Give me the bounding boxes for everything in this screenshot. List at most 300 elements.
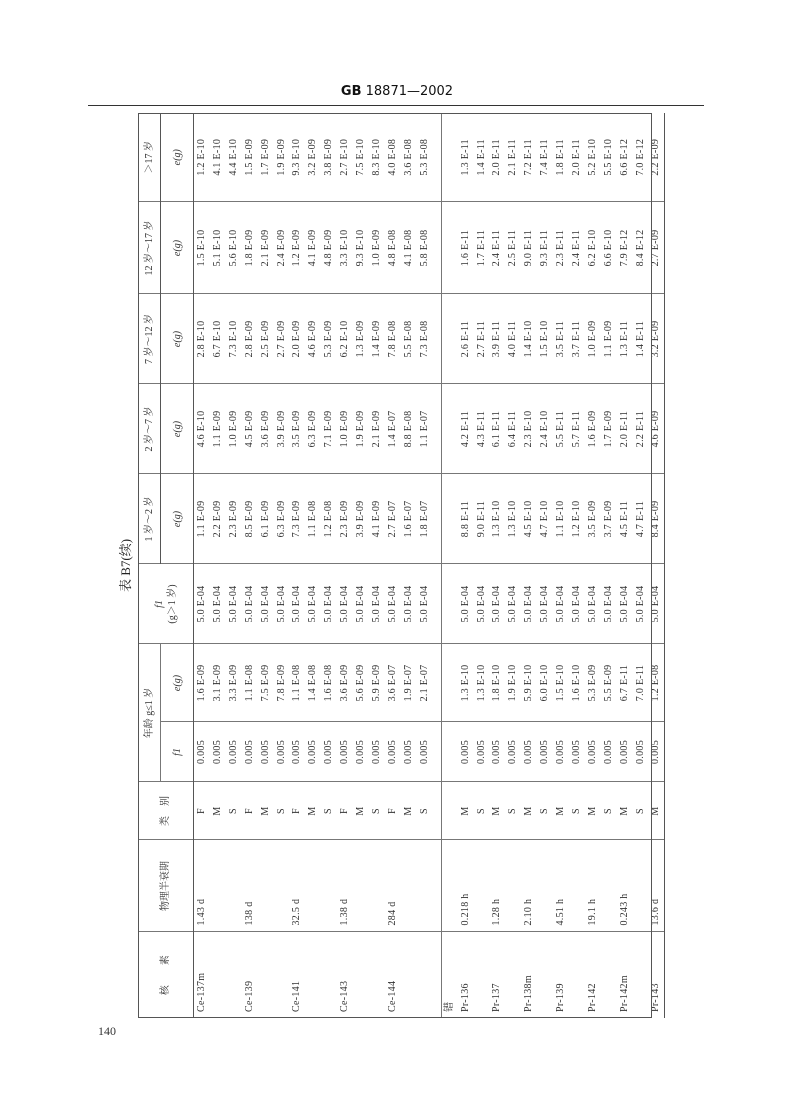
e-small-cell: 7.0 E-11 xyxy=(633,644,649,722)
type-cell: F xyxy=(385,782,401,840)
f1-older-cell: 5.0 E-04 xyxy=(353,564,369,644)
section-label-row xyxy=(441,113,458,1018)
half-life-cell: 1.28 h xyxy=(489,840,505,932)
e-gt17-cell: 1.3 E-11 xyxy=(458,113,474,202)
type-cell: S xyxy=(601,782,617,840)
e-gt17-cell: 4.0 E-08 xyxy=(385,113,401,202)
e-7-12-cell: 3.7 E-11 xyxy=(569,294,585,384)
col-header-age-2-7: 2 岁～7 岁 xyxy=(138,384,161,474)
half-life-cell: 13.6 d xyxy=(648,840,664,932)
e-7-12-cell: 7.3 E-08 xyxy=(417,294,433,384)
half-life-cell xyxy=(601,840,617,932)
table-row xyxy=(385,113,401,1018)
f1-older-cell: 5.0 E-04 xyxy=(458,564,474,644)
e-7-12-cell: 1.3 E-09 xyxy=(353,294,369,384)
e-7-12-cell: 2.0 E-09 xyxy=(289,294,305,384)
e-12-17-cell: 1.8 E-09 xyxy=(242,202,258,294)
e-1-2-cell: 1.8 E-07 xyxy=(417,474,433,564)
section-empty-cell xyxy=(441,384,458,474)
e-2-7-cell: 2.2 E-11 xyxy=(633,384,649,474)
f1-older-cell: 5.0 E-04 xyxy=(585,564,601,644)
f1-cell: 0.005 xyxy=(321,722,337,782)
e-7-12-cell: 1.3 E-11 xyxy=(617,294,633,384)
e-small-cell: 1.9 E-07 xyxy=(401,644,417,722)
e-7-12-cell: 1.5 E-10 xyxy=(537,294,553,384)
e-small-cell: 3.6 E-07 xyxy=(385,644,401,722)
e-2-7-cell: 2.1 E-09 xyxy=(369,384,385,474)
e-1-2-cell: 1.1 E-10 xyxy=(553,474,569,564)
section-empty-cell xyxy=(441,722,458,782)
e-12-17-cell: 2.1 E-09 xyxy=(258,202,274,294)
e-2-7-cell: 1.0 E-09 xyxy=(226,384,242,474)
f1-older-cell: 5.0 E-04 xyxy=(401,564,417,644)
e-12-17-cell: 4.1 E-08 xyxy=(401,202,417,294)
type-cell: F xyxy=(194,782,210,840)
e-1-2-cell: 1.6 E-07 xyxy=(401,474,417,564)
e-7-12-cell: 1.1 E-09 xyxy=(601,294,617,384)
e-small-cell: 7.8 E-09 xyxy=(274,644,290,722)
e-12-17-cell: 4.8 E-09 xyxy=(321,202,337,294)
divider-cell xyxy=(433,202,442,294)
type-cell: M xyxy=(353,782,369,840)
f1-cell: 0.005 xyxy=(274,722,290,782)
e-2-7-cell: 4.2 E-11 xyxy=(458,384,474,474)
nuclide-cell xyxy=(505,932,521,1018)
half-life-cell: 19.1 h xyxy=(585,840,601,932)
nuclide-cell: Pr-138m xyxy=(523,975,535,1012)
f1-cell: 0.005 xyxy=(553,722,569,782)
e-7-12-cell: 7.8 E-08 xyxy=(385,294,401,384)
e-7-12-cell: 2.8 E-09 xyxy=(242,294,258,384)
table-row xyxy=(321,113,337,1018)
e-12-17-cell: 4.8 E-08 xyxy=(385,202,401,294)
e-7-12-cell: 5.5 E-08 xyxy=(401,294,417,384)
e-small-cell: 1.9 E-10 xyxy=(505,644,521,722)
dose-coefficient-table xyxy=(138,113,665,1018)
divider-cell xyxy=(433,564,442,644)
e-1-2-cell: 4.7 E-11 xyxy=(633,474,649,564)
e-small-cell: 1.6 E-10 xyxy=(569,644,585,722)
col-header-e-2-7: e(g) xyxy=(161,384,194,474)
table-row xyxy=(210,113,226,1018)
e-gt17-cell: 7.5 E-10 xyxy=(353,113,369,202)
f1-cell: 0.005 xyxy=(417,722,433,782)
e-2-7-cell: 5.5 E-11 xyxy=(553,384,569,474)
e-7-12-cell: 1.4 E-10 xyxy=(521,294,537,384)
e-2-7-cell: 2.0 E-11 xyxy=(617,384,633,474)
f1-cell: 0.005 xyxy=(226,722,242,782)
col-header-nuclide: 核 素 xyxy=(138,932,194,1018)
half-life-cell xyxy=(353,840,369,932)
nuclide-cell xyxy=(226,932,242,1018)
type-cell: S xyxy=(321,782,337,840)
f1-cell: 0.005 xyxy=(385,722,401,782)
f1-older-note: (g＞1 岁) xyxy=(166,584,178,624)
section-empty-cell xyxy=(441,202,458,294)
e-small-cell: 1.8 E-10 xyxy=(489,644,505,722)
nuclide-cell xyxy=(417,932,433,1018)
f1-cell: 0.005 xyxy=(242,722,258,782)
e-1-2-cell: 1.1 E-09 xyxy=(194,474,210,564)
e-small-cell: 1.6 E-09 xyxy=(194,644,210,722)
nuclide-cell: Pr-137 xyxy=(491,983,503,1012)
e-1-2-cell: 4.1 E-09 xyxy=(369,474,385,564)
divider-cell xyxy=(433,722,442,782)
e-small-cell: 3.6 E-09 xyxy=(337,644,353,722)
f1-cell: 0.005 xyxy=(648,722,664,782)
divider-cell xyxy=(433,644,442,722)
half-life-cell xyxy=(369,840,385,932)
e-2-7-cell: 1.0 E-09 xyxy=(337,384,353,474)
col-header-age-gt17: ＞17 岁 xyxy=(138,113,161,202)
col-header-f1: f1 xyxy=(161,722,194,782)
f1-older-cell: 5.0 E-04 xyxy=(417,564,433,644)
header-rule xyxy=(88,105,704,106)
e-gt17-cell: 1.5 E-09 xyxy=(242,113,258,202)
e-gt17-cell: 7.0 E-12 xyxy=(633,113,649,202)
col-header-type: 类 别 xyxy=(138,782,194,840)
e-small-cell: 1.1 E-08 xyxy=(289,644,305,722)
col-header-age-7-12: 7 岁～12 岁 xyxy=(138,294,161,384)
e-small-cell: 1.3 E-10 xyxy=(458,644,474,722)
col-header-e-1-2: e(g) xyxy=(161,474,194,564)
type-cell: F xyxy=(337,782,353,840)
f1-older-cell: 5.0 E-04 xyxy=(369,564,385,644)
f1-older-cell: 5.0 E-04 xyxy=(553,564,569,644)
e-2-7-cell: 1.7 E-09 xyxy=(601,384,617,474)
type-cell: S xyxy=(417,782,433,840)
e-7-12-cell: 4.6 E-09 xyxy=(305,294,321,384)
half-life-cell xyxy=(321,840,337,932)
half-life-cell: 284 d xyxy=(385,840,401,932)
e-12-17-cell: 1.7 E-11 xyxy=(474,202,490,294)
f1-cell: 0.005 xyxy=(489,722,505,782)
e-1-2-cell: 1.3 E-10 xyxy=(489,474,505,564)
table-row xyxy=(601,113,617,1018)
e-7-12-cell: 4.0 E-11 xyxy=(505,294,521,384)
e-small-cell: 2.1 E-07 xyxy=(417,644,433,722)
e-gt17-cell: 3.2 E-09 xyxy=(305,113,321,202)
e-2-7-cell: 3.5 E-09 xyxy=(289,384,305,474)
col-header-age-1-2: 1 岁～2 岁 xyxy=(138,474,161,564)
e-1-2-cell: 8.8 E-11 xyxy=(458,474,474,564)
e-1-2-cell: 2.7 E-07 xyxy=(385,474,401,564)
e-12-17-cell: 2.4 E-09 xyxy=(274,202,290,294)
page-number: 140 xyxy=(98,1024,116,1038)
f1-older-cell: 5.0 E-04 xyxy=(521,564,537,644)
table-row xyxy=(585,113,601,1018)
e-gt17-cell: 5.2 E-10 xyxy=(585,113,601,202)
e-small-cell: 3.1 E-09 xyxy=(210,644,226,722)
type-cell: M xyxy=(585,782,601,840)
divider-cell xyxy=(433,294,442,384)
table-row xyxy=(537,113,553,1018)
e-gt17-cell: 2.0 E-11 xyxy=(489,113,505,202)
f1-older-cell: 5.0 E-04 xyxy=(289,564,305,644)
e-7-12-cell: 3.2 E-09 xyxy=(648,294,664,384)
nuclide-cell: Ce-139 xyxy=(243,980,255,1012)
e-2-7-cell: 3.6 E-09 xyxy=(258,384,274,474)
table-row xyxy=(617,113,633,1018)
e-1-2-cell: 3.5 E-09 xyxy=(585,474,601,564)
e-2-7-cell: 5.7 E-11 xyxy=(569,384,585,474)
nuclide-cell xyxy=(274,932,290,1018)
e-gt17-cell: 1.4 E-11 xyxy=(474,113,490,202)
f1-cell: 0.005 xyxy=(505,722,521,782)
e-gt17-cell: 9.3 E-10 xyxy=(289,113,305,202)
nuclide-cell xyxy=(353,932,369,1018)
f1-older-cell: 5.0 E-04 xyxy=(648,564,664,644)
e-2-7-cell: 6.4 E-11 xyxy=(505,384,521,474)
e-2-7-cell: 4.6 E-09 xyxy=(648,384,664,474)
f1-older-cell: 5.0 E-04 xyxy=(226,564,242,644)
f1-cell: 0.005 xyxy=(633,722,649,782)
e-2-7-cell: 1.1 E-07 xyxy=(417,384,433,474)
e-1-2-cell: 6.1 E-09 xyxy=(258,474,274,564)
e-1-2-cell: 3.9 E-09 xyxy=(353,474,369,564)
f1-cell: 0.005 xyxy=(401,722,417,782)
section-empty-cell xyxy=(441,474,458,564)
table-row xyxy=(458,113,474,1018)
half-life-cell: 0.243 h xyxy=(617,840,633,932)
col-header-age-small: 年龄 g≤1 岁 xyxy=(138,644,161,782)
e-7-12-cell: 5.3 E-09 xyxy=(321,294,337,384)
table-row xyxy=(401,113,417,1018)
e-2-7-cell: 1.4 E-07 xyxy=(385,384,401,474)
e-12-17-cell: 1.5 E-10 xyxy=(194,202,210,294)
nuclide-cell xyxy=(321,932,337,1018)
half-life-cell: 4.51 h xyxy=(553,840,569,932)
e-small-cell: 1.5 E-10 xyxy=(553,644,569,722)
e-small-cell: 1.6 E-08 xyxy=(321,644,337,722)
e-12-17-cell: 2.4 E-11 xyxy=(489,202,505,294)
type-cell: S xyxy=(226,782,242,840)
nuclide-cell: Pr-142m xyxy=(618,975,630,1012)
e-gt17-cell: 5.3 E-08 xyxy=(417,113,433,202)
e-7-12-cell: 2.5 E-09 xyxy=(258,294,274,384)
nuclide-cell xyxy=(305,932,321,1018)
type-cell: S xyxy=(633,782,649,840)
e-7-12-cell: 2.6 E-11 xyxy=(458,294,474,384)
e-small-cell: 7.5 E-09 xyxy=(258,644,274,722)
table-row xyxy=(505,113,521,1018)
e-7-12-cell: 7.3 E-10 xyxy=(226,294,242,384)
e-7-12-cell: 1.0 E-09 xyxy=(585,294,601,384)
e-12-17-cell: 9.3 E-11 xyxy=(537,202,553,294)
col-header-age-12-17: 12 岁～17 岁 xyxy=(138,202,161,294)
nuclide-cell xyxy=(537,932,553,1018)
e-12-17-cell: 5.1 E-10 xyxy=(210,202,226,294)
type-cell: M xyxy=(458,782,474,840)
table-row xyxy=(337,113,353,1018)
section-label: 镨 xyxy=(443,1001,455,1012)
f1-cell: 0.005 xyxy=(210,722,226,782)
half-life-cell: 138 d xyxy=(242,840,258,932)
table-row xyxy=(569,113,585,1018)
nuclide-cell xyxy=(601,932,617,1018)
f1-cell: 0.005 xyxy=(369,722,385,782)
table-row xyxy=(474,113,490,1018)
e-12-17-cell: 4.1 E-09 xyxy=(305,202,321,294)
e-12-17-cell: 2.5 E-11 xyxy=(505,202,521,294)
e-gt17-cell: 2.7 E-10 xyxy=(337,113,353,202)
divider-cell xyxy=(433,474,442,564)
e-2-7-cell: 1.9 E-09 xyxy=(353,384,369,474)
e-gt17-cell: 5.5 E-10 xyxy=(601,113,617,202)
table-row xyxy=(489,113,505,1018)
f1-cell: 0.005 xyxy=(289,722,305,782)
section-empty-cell xyxy=(441,564,458,644)
half-life-cell xyxy=(417,840,433,932)
type-cell: M xyxy=(521,782,537,840)
f1-older-cell: 5.0 E-04 xyxy=(337,564,353,644)
nuclide-cell: Ce-141 xyxy=(291,980,303,1012)
e-1-2-cell: 4.5 E-10 xyxy=(521,474,537,564)
f1-older-cell: 5.0 E-04 xyxy=(633,564,649,644)
e-gt17-cell: 7.4 E-11 xyxy=(537,113,553,202)
nuclide-cell: Pr-143 xyxy=(648,932,664,1018)
e-gt17-cell: 3.6 E-08 xyxy=(401,113,417,202)
divider-cell xyxy=(433,932,442,1018)
e-2-7-cell: 4.5 E-09 xyxy=(242,384,258,474)
f1-older-cell: 5.0 E-04 xyxy=(321,564,337,644)
table-row xyxy=(289,113,305,1018)
f1-older-cell: 5.0 E-04 xyxy=(305,564,321,644)
e-12-17-cell: 9.3 E-10 xyxy=(353,202,369,294)
e-small-cell: 5.6 E-09 xyxy=(353,644,369,722)
e-2-7-cell: 2.4 E-10 xyxy=(537,384,553,474)
type-cell: S xyxy=(537,782,553,840)
type-cell: S xyxy=(474,782,490,840)
e-small-cell: 1.4 E-08 xyxy=(305,644,321,722)
f1-cell: 0.005 xyxy=(601,722,617,782)
e-12-17-cell: 2.4 E-11 xyxy=(569,202,585,294)
e-1-2-cell: 8.5 E-09 xyxy=(242,474,258,564)
f1-cell: 0.005 xyxy=(521,722,537,782)
table-caption: 表 B7(续) xyxy=(118,538,133,593)
type-cell: M xyxy=(648,782,664,840)
e-12-17-cell: 5.6 E-10 xyxy=(226,202,242,294)
type-cell: S xyxy=(569,782,585,840)
e-small-cell: 3.3 E-09 xyxy=(226,644,242,722)
half-life-cell xyxy=(633,840,649,932)
nuclide-cell xyxy=(633,932,649,1018)
half-life-cell xyxy=(258,840,274,932)
e-small-cell: 5.3 E-09 xyxy=(585,644,601,722)
e-1-2-cell: 1.1 E-08 xyxy=(305,474,321,564)
f1-older-cell: 5.0 E-04 xyxy=(194,564,210,644)
table-row xyxy=(553,113,569,1018)
e-12-17-cell: 6.6 E-10 xyxy=(601,202,617,294)
type-cell: M xyxy=(489,782,505,840)
e-1-2-cell: 2.3 E-09 xyxy=(226,474,242,564)
divider-cell xyxy=(433,840,442,932)
table-row xyxy=(226,113,242,1018)
half-life-cell xyxy=(569,840,585,932)
e-7-12-cell: 1.4 E-11 xyxy=(633,294,649,384)
nuclide-cell xyxy=(401,932,417,1018)
e-gt17-cell: 1.2 E-10 xyxy=(194,113,210,202)
e-2-7-cell: 6.1 E-11 xyxy=(489,384,505,474)
e-gt17-cell: 2.1 E-11 xyxy=(505,113,521,202)
e-12-17-cell: 8.4 E-12 xyxy=(633,202,649,294)
e-2-7-cell: 4.3 E-11 xyxy=(474,384,490,474)
type-cell: S xyxy=(369,782,385,840)
f1-older-cell: 5.0 E-04 xyxy=(617,564,633,644)
e-2-7-cell: 1.1 E-09 xyxy=(210,384,226,474)
table-row xyxy=(521,113,537,1018)
e-7-12-cell: 3.9 E-11 xyxy=(489,294,505,384)
e-12-17-cell: 6.2 E-10 xyxy=(585,202,601,294)
nuclide-cell xyxy=(210,932,226,1018)
type-cell: M xyxy=(617,782,633,840)
e-1-2-cell: 3.7 E-09 xyxy=(601,474,617,564)
e-2-7-cell: 6.3 E-09 xyxy=(305,384,321,474)
f1-older-cell: 5.0 E-04 xyxy=(385,564,401,644)
section-empty-cell xyxy=(441,840,458,932)
half-life-cell xyxy=(305,840,321,932)
table-body xyxy=(194,113,665,1018)
e-1-2-cell: 1.3 E-10 xyxy=(505,474,521,564)
f1-older-cell: 5.0 E-04 xyxy=(569,564,585,644)
nuclide-cell: Pr-139 xyxy=(555,983,567,1012)
e-12-17-cell: 2.3 E-11 xyxy=(553,202,569,294)
e-1-2-cell: 1.2 E-10 xyxy=(569,474,585,564)
nuclide-cell xyxy=(474,932,490,1018)
e-1-2-cell: 2.2 E-09 xyxy=(210,474,226,564)
e-7-12-cell: 3.5 E-11 xyxy=(553,294,569,384)
table-row xyxy=(274,113,290,1018)
nuclide-cell: Ce-143 xyxy=(339,980,351,1012)
divider-cell xyxy=(433,782,442,840)
e-gt17-cell: 7.2 E-11 xyxy=(521,113,537,202)
e-1-2-cell: 7.3 E-09 xyxy=(289,474,305,564)
nuclide-cell xyxy=(369,932,385,1018)
e-small-cell: 6.0 E-10 xyxy=(537,644,553,722)
half-life-cell xyxy=(474,840,490,932)
section-divider-row xyxy=(433,113,442,1018)
e-gt17-cell: 1.8 E-11 xyxy=(553,113,569,202)
f1-older-cell: 5.0 E-04 xyxy=(601,564,617,644)
f1-older-cell: 5.0 E-04 xyxy=(537,564,553,644)
e-1-2-cell: 6.3 E-09 xyxy=(274,474,290,564)
half-life-cell: 0.218 h xyxy=(458,840,474,932)
e-7-12-cell: 2.7 E-09 xyxy=(274,294,290,384)
type-cell: M xyxy=(210,782,226,840)
f1-cell: 0.005 xyxy=(569,722,585,782)
e-12-17-cell: 1.0 E-09 xyxy=(369,202,385,294)
half-life-cell: 2.10 h xyxy=(521,840,537,932)
table-row xyxy=(353,113,369,1018)
e-small-cell: 6.7 E-11 xyxy=(617,644,633,722)
e-12-17-cell: 7.9 E-12 xyxy=(617,202,633,294)
e-gt17-cell: 3.8 E-09 xyxy=(321,113,337,202)
f1-cell: 0.005 xyxy=(617,722,633,782)
e-1-2-cell: 1.2 E-08 xyxy=(321,474,337,564)
f1-older-cell: 5.0 E-04 xyxy=(242,564,258,644)
table-row xyxy=(633,113,649,1018)
e-7-12-cell: 6.7 E-10 xyxy=(210,294,226,384)
section-empty-cell xyxy=(441,294,458,384)
nuclide-cell: Pr-136 xyxy=(459,983,471,1012)
table-row xyxy=(369,113,385,1018)
e-2-7-cell: 4.6 E-10 xyxy=(194,384,210,474)
e-12-17-cell: 9.0 E-11 xyxy=(521,202,537,294)
col-header-half-life: 物理半衰期 xyxy=(138,840,194,932)
f1-cell: 0.005 xyxy=(194,722,210,782)
type-cell: S xyxy=(274,782,290,840)
e-1-2-cell: 8.4 E-09 xyxy=(648,474,664,564)
